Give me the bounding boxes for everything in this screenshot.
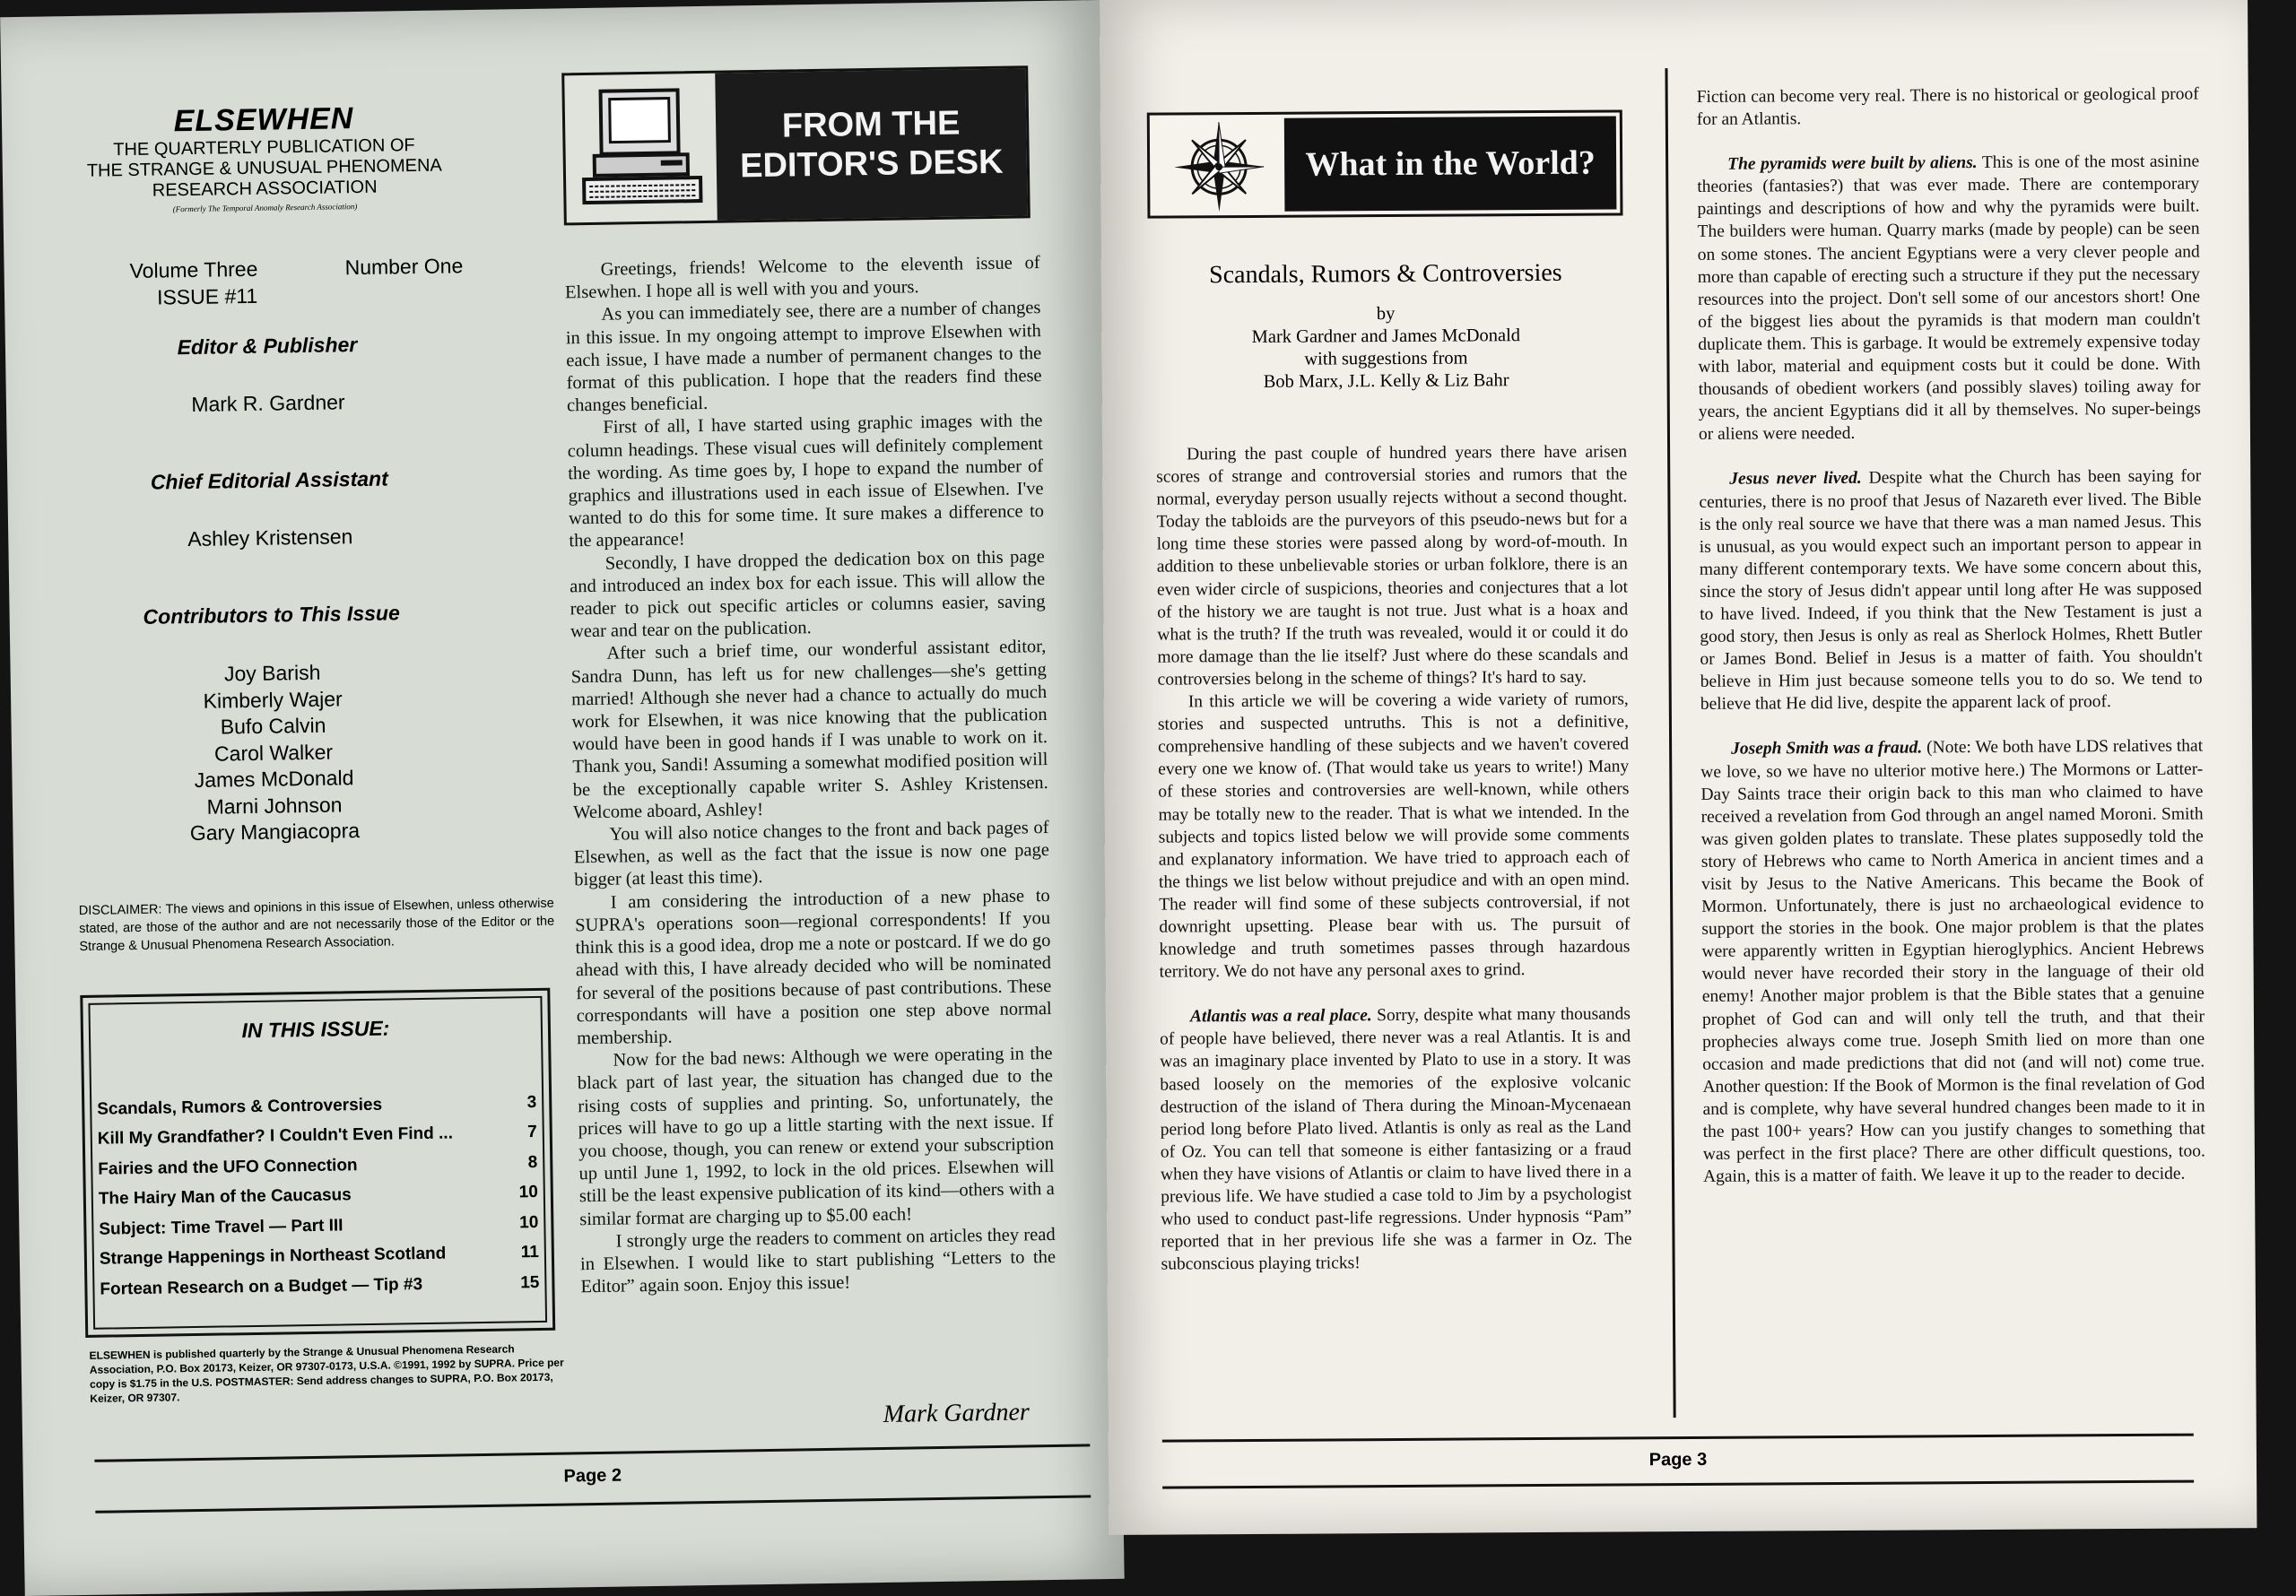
index-item-label: Fortean Research on a Budget — Tip #3 xyxy=(100,1275,422,1300)
paragraph-text: In this article we will be covering a wide variety of rumors, stories and suspected untruths. This is not a definitive, comprehensive handling of these subjects and we haven't covered every one we know of. (That would take us years to write!) Many of these stories and controversies are well-known, while others may be totally new to the reader. That is what we intended. In the subjects and topics listed below we will provide some comments and explanatory information. We have tried to approach each of the things we list below without prejudice and with an open mind. The reader will find some of these subjects controversial, if not downright upsetting. Please bear with us. The pursuit of knowledge and truth sometimes passes through hazardous territory. We do not have any personal axes to grind. xyxy=(1158,690,1631,981)
publication-subtitle-2: THE STRANGE & UNUSUAL PHENOMENA xyxy=(58,155,471,182)
index-item xyxy=(100,1268,539,1305)
index-item xyxy=(99,1178,538,1215)
editor-paragraph: Secondly, I have dropped the dedication box on this page and introduced an index box for each issue. This will allow the reader to pick out specific articles or columns easier, saving wear and tear on the publication. xyxy=(570,546,1047,644)
index-item xyxy=(97,1088,536,1124)
index-item-page: 8 xyxy=(528,1153,538,1173)
index-item-page: 11 xyxy=(521,1243,539,1262)
article-paragraph xyxy=(1697,83,2199,132)
page-number: Page 2 xyxy=(95,1458,1091,1494)
contributor-name: Carol Walker xyxy=(67,736,480,769)
section-title: What in the World? xyxy=(1284,116,1617,211)
editor-desk-header xyxy=(561,65,1031,225)
assistant-heading: Chief Editorial Assistant xyxy=(63,465,475,496)
article-paragraph xyxy=(1697,151,2201,447)
index-list xyxy=(97,1088,540,1305)
index-title: IN THIS ISSUE: xyxy=(83,1014,548,1045)
index-item-label: The Hairy Man of the Caucasus xyxy=(99,1186,352,1210)
paragraph-lead: The pyramids were built by aliens. xyxy=(1727,153,1978,174)
index-item-label: Subject: Time Travel — Part III xyxy=(99,1216,343,1239)
contributor-name: Kimberly Wajer xyxy=(66,683,479,716)
article-title: Scandals, Rumors & Controversies xyxy=(1148,258,1623,290)
editor-paragraph: After such a brief time, our wonderful assistant editor, Sandra Dunn, has left us for new challenges—she's getting married! Although she never had a chance to actually do much work for Elsewhen, it was nice knowing that the publication would have been in good hands if I was unable to work on it. Thank you, Sandi! Assuming a somewhat modified position will be the exceptionally capable writer S. Ashley Kristensen. Welcome aboard, Ashley! xyxy=(570,636,1048,824)
publication-note: ELSEWHEN is published quarterly by the Strange & Unusual Phenomena Research Association, P.O. Box 20173, Keizer, OR 97307-0173, U.S.A. ©1991, 1992 by SUPRA. Price per copy is $1.75 in the U.S. POSTMASTER: Send address changes to SUPRA, P.O. Box 20173, Keizer, OR 97307. xyxy=(89,1341,565,1406)
contributors-list xyxy=(65,657,481,849)
index-item xyxy=(100,1237,539,1274)
editor-signature: Mark Gardner xyxy=(883,1398,1031,1429)
byline-line: Bob Marx, J.L. Kelly & Liz Bahr xyxy=(1149,369,1624,394)
compass-rose-icon xyxy=(1161,118,1278,216)
issue-number: ISSUE #11 xyxy=(157,284,258,310)
publication-subtitle-1: THE QUARTERLY PUBLICATION OF xyxy=(57,134,470,161)
paragraph-text: Despite what the Church has been saying for centuries, there is no proof that Jesus of Nazareth ever lived. The Bible is the only real source we have that there was a man named Jesus. This is unusual, as you would expect such an important person to appear in many different contemporary texts. We have some concern about this, since the story of Jesus didn't appear until long after He was supposed to have lived. Indeed, if you think that the New Testament is just a good story, then Jesus is only as real as Sherlock Holmes, Rhett Butler or James Bond. Belief in Jesus is a matter of faith. You shouldn't believe in Him just because someone tells you to do so. We tend to believe that He did live, despite the apparent lack of proof. xyxy=(1699,467,2202,714)
editor-paragraph: I strongly urge the readers to comment on articles they read in Elsewhen. I would like to start publishing “Letters to the Editor” again soon. Enjoy this issue! xyxy=(579,1224,1056,1299)
byline-line: Mark Gardner and James McDonald xyxy=(1148,324,1623,349)
index-item xyxy=(99,1208,538,1245)
contributors-heading: Contributors to This Issue xyxy=(65,600,477,630)
paragraph-lead: Jesus never lived. xyxy=(1729,469,1862,489)
publication-subtitle-3: RESEARCH ASSOCIATION xyxy=(58,176,471,203)
publication-title: ELSEWHEN xyxy=(57,100,471,141)
index-item xyxy=(98,1118,537,1155)
editor-paragraph: Greetings, friends! Welcome to the eleventh issue of Elsewhen. I hope all is well with you and yours. xyxy=(564,252,1040,305)
index-item-page: 10 xyxy=(519,1183,538,1202)
formerly-note: (Formerly The Temporal Anomaly Research Association) xyxy=(58,200,471,215)
footer-rule xyxy=(95,1495,1091,1513)
paragraph-text: This is one of the most asinine theories (fantasies?) that was ever made. There are contemporary paintings and descriptions of how and why the pyramids were built. The builders were human. Quarry marks (made by people) can be seen on some stones. The ancient Egyptians were a very clever people and more than capable of erecting such a structure if they put the necessary resources into the project. Don't sell some of our ancestors short! One of the biggest lies about the pyramids is that modern man couldn't duplicate them. This is garbage. It would be extremely expensive today with labor, material and equipment costs but it could be done. With thousands of obedient workers (and possibly slaves) toiling away for years, the ancient Egyptians did it all by themselves. No super-beings or aliens were needed. xyxy=(1697,152,2201,445)
editor-desk-title-line-2: EDITOR'S DESK xyxy=(740,143,1004,186)
byline xyxy=(1148,301,1624,394)
volume-row xyxy=(129,254,479,283)
index-item-page: 15 xyxy=(520,1273,539,1293)
footer-rule xyxy=(94,1444,1090,1462)
index-item-page: 3 xyxy=(526,1093,536,1113)
article-paragraph xyxy=(1160,1003,1632,1276)
index-box xyxy=(80,988,555,1338)
paragraph-text: (Note: We both have LDS relatives that we love, so we have no ulterior motive here.) The Mormons or Latter-Day Saints trace their origin back to this man who claimed to have received a revelation from God through an angel named Moroni. Smith was given golden plates to translate. These plates supposedly told the story of Hebrews who came to North America in ancient times and a visit by Jesus to the Native Americans. This became the Book of Mormon. Unfortunately, there is just no archaeological evidence to support the stories in the book. One major problem is that the plates were apparently written in Egyptian hieroglyphics. Ancient Hebrews would never have recorded their story in the language of their old enemy! Another major problem is that the Bible states that a genuine prophet of God can and will only tell the truth, and that their prophecies always come true. Joseph Smith lied on more than one occasion and made predictions that did not (and will not) come true. Another question: If the Book of Mormon is the final revelation of God and is complete, why have several hundred changes been made to it in the past 100+ years? How can you justify changes to something that was perfect in the first place? There are other difficult questions, too. Again, this is a matter of faith. We leave it up to the reader to decide. xyxy=(1700,737,2205,1186)
contributor-name: Joy Barish xyxy=(65,657,478,690)
column-divider xyxy=(1665,68,1675,1418)
byline-line: with suggestions from xyxy=(1148,346,1623,371)
editor-paragraph: You will also notice changes to the front and back pages of Elsewhen, as well as the fact that the issue is now one page bigger (at least this time). xyxy=(573,817,1049,892)
number-label: Number One xyxy=(344,254,463,280)
index-item xyxy=(98,1148,537,1184)
contributor-name: Bufo Calvin xyxy=(66,710,479,743)
article-paragraph xyxy=(1156,440,1629,690)
contributor-name: Gary Mangiacopra xyxy=(68,816,481,849)
index-item-page: 10 xyxy=(519,1213,538,1233)
editor-desk-title-line-1: FROM THE xyxy=(782,103,961,145)
article-column-1 xyxy=(1156,440,1632,1276)
byline-line: by xyxy=(1148,301,1623,326)
editor-paragraph: I am considering the introduction of a new phase to SUPRA's operations soon—regional correspondents! If you think this is a good idea, drop me a note or postcard. If we do go ahead with this, I have already decided who will be nominated for several of the positions because of past contributions. These correspondants will have a position one step above normal membership. xyxy=(575,885,1053,1051)
index-item-page: 7 xyxy=(527,1123,537,1142)
article-paragraph xyxy=(1158,688,1631,983)
footer-rule xyxy=(1162,1434,2194,1443)
paragraph-lead: Joseph Smith was a fraud. xyxy=(1731,739,1922,759)
volume-label: Volume Three xyxy=(129,257,257,282)
editor-paragraph: First of all, I have started using graphic images with the column headings. These visual cues will definitely complement the wording. As time goes by, I hope to expand the number of graphics and illustrations used in each issue of Elsewhen. I've wanted to do this for some time. It sure makes a difference to the appearance! xyxy=(567,410,1044,553)
index-item-label: Strange Happenings in Northeast Scotland xyxy=(100,1245,447,1270)
masthead xyxy=(57,100,472,215)
contributor-name: Marni Johnson xyxy=(68,789,481,822)
index-item-label: Scandals, Rumors & Controversies xyxy=(97,1095,382,1119)
editor-paragraph: Now for the bad news: Although we were operating in the black part of last year, the situation has changed due to the rising costs of supplies and printing. So, unfortunately, the prices will have to go up a little starting with the next issue. If you choose, though, you can renew or extend your subscription up until June 1, 1992, to lock in the old prices. Elsewhen will still be the least expensive publication of its kind—others with a similar format are charging up to $5.00 each! xyxy=(577,1043,1055,1231)
editor-name: Mark R. Gardner xyxy=(62,388,474,419)
editor-letter xyxy=(564,252,1056,1299)
contributor-name: James McDonald xyxy=(67,763,480,796)
page-number: Page 3 xyxy=(1162,1447,2194,1474)
computer-icon xyxy=(573,82,709,210)
article-paragraph xyxy=(1700,735,2205,1188)
index-item-label: Fairies and the UFO Connection xyxy=(98,1156,358,1180)
article-column-2 xyxy=(1697,83,2205,1189)
right-page xyxy=(1100,0,2257,1535)
editor-heading: Editor & Publisher xyxy=(61,331,474,361)
editor-paragraph: As you can immediately see, there are a number of changes in this issue. In my ongoing attempt to improve Elsewhen with each issue, I have made a number of permanent changes to the format of this publication. I hope that the readers find these changes beneficial. xyxy=(565,297,1042,417)
editor-desk-title xyxy=(715,68,1028,220)
article-paragraph xyxy=(1699,465,2203,716)
paragraph-lead: Atlantis was a real place. xyxy=(1190,1006,1372,1026)
assistant-name: Ashley Kristensen xyxy=(64,523,476,553)
paragraph-text: Fiction can become very real. There is no historical or geological proof for an Atlantis. xyxy=(1697,85,2199,130)
paragraph-text: Sorry, despite what many thousands of people have believed, there never was a real Atlantis. It is and was an imaginary place invented by Plato to use in a story. It was based loosely on the memories of the explosive volcanic destruction of the island of Thera during the Minoan-Mycenaean period long before Plato lived. Atlantis is only as real as the Land of Oz. You can tell that someone is either fantasizing or a fraud when they have visions of Atlantis or claim to have lived there in a previous life. We have studied a case told to Jim by a psychologist who used to conduct past-life regressions. Under hypnosis “Pam” reported that in her previous life she was a farmer in Oz. The subconscious playing tricks! xyxy=(1160,1005,1631,1274)
left-page xyxy=(0,0,1125,1596)
disclaimer: DISCLAIMER: The views and opinions in this issue of Elsewhen, unless otherwise stated, are those of the author and are not necessarily those of the Editor or the Strange & Unusual Phenomena Research Association. xyxy=(79,895,555,956)
footer-rule xyxy=(1162,1480,2194,1489)
what-in-the-world-header xyxy=(1147,109,1623,218)
index-item-label: Kill My Grandfather? I Couldn't Even Find ... xyxy=(98,1124,453,1149)
paragraph-text: During the past couple of hundred years there have arisen scores of strange and controversial stories and rumors that the normal, everyday person usually rejects without a second thought. Today the tabloids are the purveyors of this pseudo-news but for a long time these stories were passed along by word-of-mouth. In addition to these unbelievable stories or urban folklore, there is an even wider circle of suspicions, theories and conjectures that a lot of the history we are taught is not true. Just what is a hoax and what is the truth? If the truth was revealed, would it or could it do more damage than the lie itself? Just where do these scandals and controversies belong in the scheme of things? It's hard to say. xyxy=(1156,442,1628,689)
